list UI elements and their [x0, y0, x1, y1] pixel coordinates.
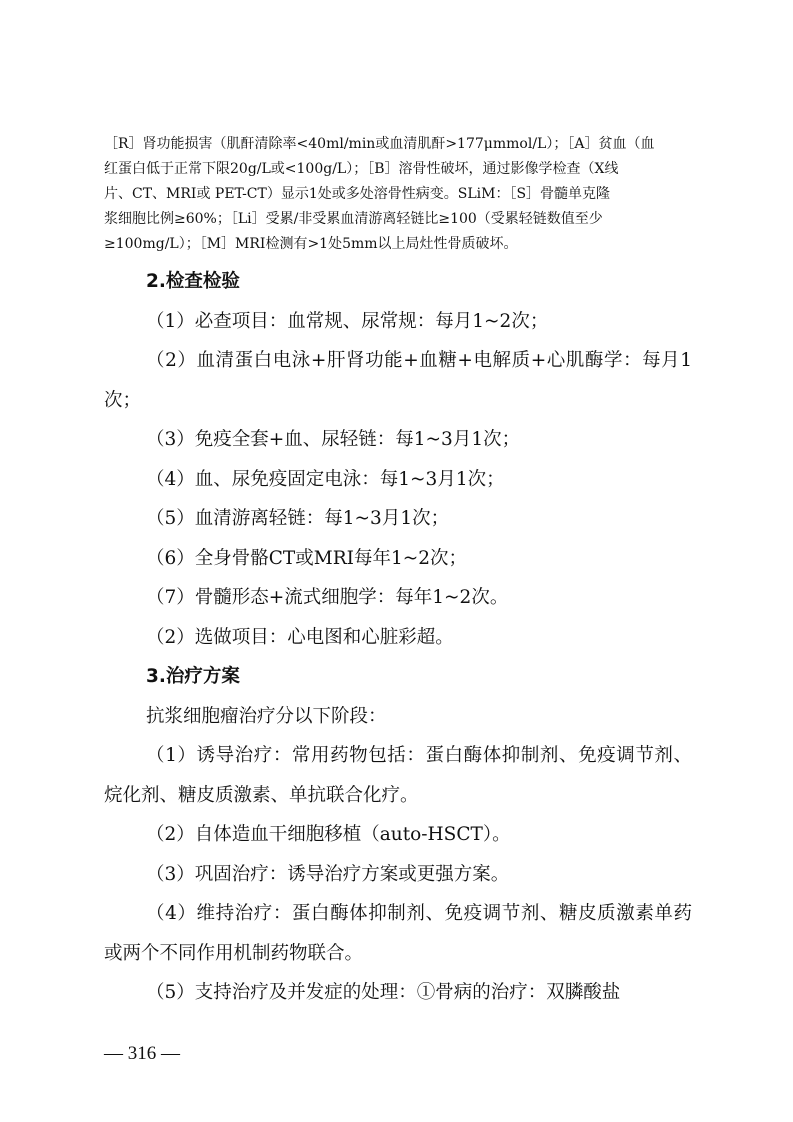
section-heading-treatment: 3.治疗方案 [146, 666, 240, 687]
treatment-intro: 抗浆细胞瘤治疗分以下阶段： [146, 705, 387, 727]
treatment-item: （1）诱导治疗：常用药物包括：蛋白酶体抑制剂、免疫调节剂、烷化剂、糖皮质激素、单抗联合化疗。 [104, 745, 692, 806]
note-line: 红蛋白低于正常下限20g/L或<100g/L）；［B］溶骨性破坏，通过影像学检查（X线 [104, 161, 619, 177]
section-heading-examinations: 2.检查检验 [146, 271, 240, 292]
treatment-item: （3）巩固治疗：诱导治疗方案或更强方案。 [146, 863, 510, 885]
exam-item: （2）血清蛋白电泳+肝肾功能+血糖+电解质+心肌酶学：每月1次； [104, 350, 692, 411]
exam-item: （6）全身骨骼CT或MRI每年1~2次； [146, 547, 467, 569]
exam-item: （2）选做项目：心电图和心脏彩超。 [146, 626, 454, 648]
note-line: 片、CT、MRI或 PET-CT）显示1处或多处溶骨性病变。SLiM：［S］骨髓单克隆 [104, 186, 611, 202]
treatment-item: （4）维持治疗：蛋白酶体抑制剂、免疫调节剂、糖皮质激素单药或两个不同作用机制药物联合。 [104, 903, 692, 964]
exam-item: （7）骨髓形态+流式细胞学：每年1~2次。 [146, 587, 509, 608]
exam-item: （1）必查项目：血常规、尿常规：每月1~2次； [146, 310, 549, 332]
exam-item: （4）血、尿免疫固定电泳：每1~3月1次； [146, 468, 505, 490]
exam-item: （5）血清游离轻链：每1~3月1次； [146, 508, 450, 529]
note-line: 浆细胞比例≥60%；［Li］受累/非受累血清游离轻链比≥100（受累轻链数值至少 [104, 211, 603, 227]
exam-item: （3）免疫全套+血、尿轻链：每1~3月1次； [146, 429, 521, 450]
note-line: ［R］肾功能损害（肌酐清除率<40ml/min或血清肌酐>177μmmol/L）；［A］贫血（血 [104, 136, 655, 152]
main-text [104, 262, 692, 1013]
treatment-item: （2）自体造血干细胞移植（auto-HSCT）。 [146, 824, 511, 845]
note-line: ≥100mg/L）；［M］MRI检测有>1处5mm以上局灶性骨质破坏。 [104, 236, 518, 252]
treatment-item: （5）支持治疗及并发症的处理：①骨病的治疗：双膦酸盐 [146, 982, 621, 1003]
page-number: — 316 — [104, 1043, 180, 1064]
staging-criteria-note [104, 132, 692, 257]
